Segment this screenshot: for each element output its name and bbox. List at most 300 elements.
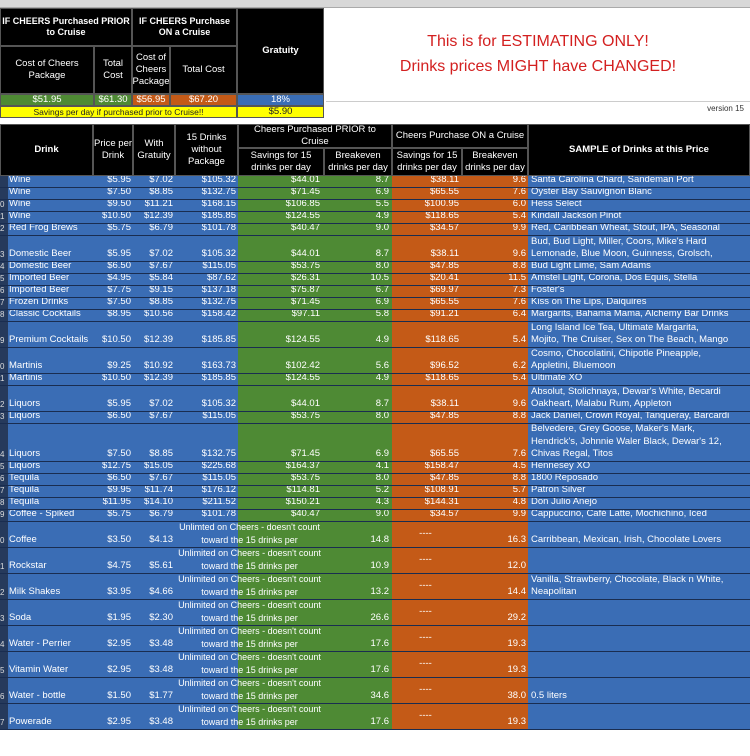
sample-drinks: Cappuccino, Café Latte, Mochichino, Iced <box>528 510 750 521</box>
savings-on: $65.55 <box>392 298 462 309</box>
drink-name: Frozen Drinks <box>8 298 93 309</box>
fifteen-drinks-cost: $87.62 <box>175 274 238 285</box>
breakeven-on: 12.0 <box>462 548 528 573</box>
price-with-gratuity: $8.85 <box>133 188 175 199</box>
drink-name: Premium Cocktails <box>8 322 93 347</box>
drink-name: Tequila <box>8 498 93 509</box>
drink-name: Tequila <box>8 486 93 497</box>
breakeven-on: 5.7 <box>462 486 528 497</box>
unlimited-note: Unlimited on Cheers - doesn't count toward the 15 drinks per <box>175 626 324 651</box>
cost-package-label: Cost of Cheers Package <box>0 46 94 94</box>
price-per-drink: $4.95 <box>93 274 133 285</box>
price-with-gratuity: $6.79 <box>133 224 175 235</box>
fifteen-drinks-cost: $132.75 <box>175 424 238 461</box>
col-on-group: Cheers Purchase ON a Cruise <box>392 124 528 148</box>
price-per-drink: $11.95 <box>93 498 133 509</box>
row-number: 4 <box>0 424 8 461</box>
sample-drinks: Red, Caribbean Wheat, Stout, IPA, Seasonal <box>528 224 750 235</box>
prior-total-value: $61.30 <box>94 94 132 106</box>
drink-name: Vitamin Water <box>8 652 93 677</box>
savings-prior: $124.55 <box>238 212 324 223</box>
savings-on: ---- <box>392 522 462 547</box>
sample-drinks: Absolut, Stolichnaya, Dewar's White, Becardi Oakheart, Malabu Rum, Appleton <box>528 386 750 411</box>
breakeven-prior: 5.2 <box>324 486 392 497</box>
sample-drinks: Hess Select <box>528 200 750 211</box>
sample-drinks: Bud, Bud Light, Miller, Coors, Mike's Hard Lemonade, Blue Moon, Guinness, Grolsch, <box>528 236 750 261</box>
breakeven-on: 6.0 <box>462 200 528 211</box>
breakeven-on: 11.5 <box>462 274 528 285</box>
savings-on: ---- <box>392 600 462 625</box>
table-row <box>0 274 750 286</box>
savings-prior: $71.45 <box>238 424 324 461</box>
price-with-gratuity: $4.13 <box>133 522 175 547</box>
price-with-gratuity: $10.56 <box>133 310 175 321</box>
on-cost-value: $56.95 <box>132 94 170 106</box>
row-number: 7 <box>0 298 8 309</box>
savings-on: $118.65 <box>392 374 462 385</box>
row-number: 6 <box>0 678 8 703</box>
price-per-drink: $3.50 <box>93 522 133 547</box>
price-per-drink: $7.50 <box>93 424 133 461</box>
table-row <box>0 424 750 462</box>
table-row-unlimited <box>0 600 750 626</box>
row-number: 2 <box>0 224 8 235</box>
breakeven-prior: 10.9 <box>324 548 392 573</box>
price-per-drink: $2.95 <box>93 626 133 651</box>
row-number: 7 <box>0 486 8 497</box>
savings-on: $47.85 <box>392 262 462 273</box>
unlimited-note: Unlimited on Cheers - doesn't count toward the 15 drinks per <box>175 574 324 599</box>
row-number: 5 <box>0 652 8 677</box>
table-row <box>0 236 750 262</box>
savings-on: $34.57 <box>392 510 462 521</box>
table-row <box>0 462 750 474</box>
row-number: 2 <box>0 386 8 411</box>
estimate-notice <box>326 8 750 102</box>
row-number: 5 <box>0 274 8 285</box>
fifteen-drinks-cost: $225.68 <box>175 462 238 473</box>
row-number: 3 <box>0 600 8 625</box>
price-with-gratuity: $6.79 <box>133 510 175 521</box>
prior-title: IF CHEERS Purchased PRIOR to Cruise <box>0 8 132 46</box>
price-with-gratuity: $8.85 <box>133 424 175 461</box>
fifteen-drinks-cost: $105.32 <box>175 236 238 261</box>
gratuity-value: 18% <box>237 94 324 106</box>
price-with-gratuity: $11.74 <box>133 486 175 497</box>
drink-name: Tequila <box>8 474 93 485</box>
savings-prior: $53.75 <box>238 412 324 423</box>
drink-name: Water - Perrier <box>8 626 93 651</box>
breakeven-on: 5.4 <box>462 212 528 223</box>
drink-name: Imported Beer <box>8 286 93 297</box>
drink-name: Wine <box>8 188 93 199</box>
price-per-drink: $6.50 <box>93 412 133 423</box>
row-number: 0 <box>0 200 8 211</box>
cost-package-label-on: Cost of Cheers Package <box>132 46 170 94</box>
drink-name: Classic Cocktails <box>8 310 93 321</box>
row-number: 3 <box>0 412 8 423</box>
price-with-gratuity: $7.67 <box>133 412 175 423</box>
fifteen-drinks-cost: $185.85 <box>175 212 238 223</box>
sample-drinks: Kindall Jackson Pinot <box>528 212 750 223</box>
price-per-drink: $7.50 <box>93 298 133 309</box>
sample-drinks <box>528 704 750 729</box>
table-row <box>0 510 750 522</box>
breakeven-prior: 4.9 <box>324 212 392 223</box>
drink-name: Liquors <box>8 412 93 423</box>
breakeven-on: 5.4 <box>462 322 528 347</box>
savings-prior: $44.01 <box>238 176 324 187</box>
fifteen-drinks-cost: $115.05 <box>175 262 238 273</box>
table-row <box>0 322 750 348</box>
breakeven-on: 9.9 <box>462 224 528 235</box>
price-with-gratuity: $2.30 <box>133 600 175 625</box>
savings-prior: $150.21 <box>238 498 324 509</box>
savings-on: ---- <box>392 652 462 677</box>
on-title: IF CHEERS Purchase ON a Cruise <box>132 8 237 46</box>
breakeven-prior: 8.0 <box>324 412 392 423</box>
savings-on: $69.97 <box>392 286 462 297</box>
savings-on: $108.91 <box>392 486 462 497</box>
row-number: 4 <box>0 262 8 273</box>
price-per-drink: $5.75 <box>93 510 133 521</box>
sample-drinks: Carribbean, Mexican, Irish, Chocolate Lovers <box>528 522 750 547</box>
savings-on: $47.85 <box>392 412 462 423</box>
row-number: 0 <box>0 522 8 547</box>
table-row-unlimited <box>0 548 750 574</box>
on-total-value: $67.20 <box>170 94 237 106</box>
price-per-drink: $5.95 <box>93 176 133 187</box>
price-with-gratuity: $3.48 <box>133 704 175 729</box>
price-per-drink: $2.95 <box>93 652 133 677</box>
price-with-gratuity: $14.10 <box>133 498 175 509</box>
savings-prior: $71.45 <box>238 298 324 309</box>
breakeven-on: 9.9 <box>462 510 528 521</box>
breakeven-prior: 6.9 <box>324 188 392 199</box>
breakeven-on: 7.6 <box>462 424 528 461</box>
savings-on: $20.41 <box>392 274 462 285</box>
breakeven-on: 19.3 <box>462 626 528 651</box>
table-row <box>0 200 750 212</box>
savings-label: Savings per day if purchased prior to Cruise!! <box>0 106 237 118</box>
drink-name: Martinis <box>8 374 93 385</box>
savings-prior: $53.75 <box>238 474 324 485</box>
row-number: 1 <box>0 212 8 223</box>
drink-name: Domestic Beer <box>8 262 93 273</box>
savings-on: $38.11 <box>392 176 462 187</box>
price-with-gratuity: $5.61 <box>133 548 175 573</box>
price-per-drink: $12.75 <box>93 462 133 473</box>
unlimited-note: Unlimited on Cheers - doesn't count toward the 15 drinks per <box>175 652 324 677</box>
savings-prior: $44.01 <box>238 386 324 411</box>
price-with-gratuity: $7.02 <box>133 386 175 411</box>
col-breakeven-prior: Breakeven drinks per day <box>324 148 392 176</box>
breakeven-on: 29.2 <box>462 600 528 625</box>
breakeven-prior: 9.0 <box>324 510 392 521</box>
breakeven-prior: 17.6 <box>324 652 392 677</box>
price-per-drink: $7.75 <box>93 286 133 297</box>
fifteen-drinks-cost: $101.78 <box>175 510 238 521</box>
breakeven-prior: 6.9 <box>324 424 392 461</box>
notice-line-2: Drinks prices MIGHT have CHANGED! <box>399 57 677 75</box>
row-number: 0 <box>0 348 8 373</box>
breakeven-prior: 10.5 <box>324 274 392 285</box>
price-per-drink: $9.25 <box>93 348 133 373</box>
breakeven-on: 6.4 <box>462 310 528 321</box>
unlimited-note: Unlimited on Cheers - doesn't count toward the 15 drinks per <box>175 600 324 625</box>
breakeven-on: 7.6 <box>462 298 528 309</box>
breakeven-prior: 4.3 <box>324 498 392 509</box>
breakeven-on: 8.8 <box>462 474 528 485</box>
breakeven-on: 4.8 <box>462 498 528 509</box>
price-with-gratuity: $7.67 <box>133 474 175 485</box>
row-number: 6 <box>0 474 8 485</box>
sample-drinks: Kiss on The Lips, Daiquires <box>528 298 750 309</box>
drink-name: Rockstar <box>8 548 93 573</box>
price-per-drink: $7.50 <box>93 188 133 199</box>
savings-value: $5.90 <box>237 106 324 118</box>
row-number: 4 <box>0 626 8 651</box>
price-per-drink: $9.95 <box>93 486 133 497</box>
savings-prior: $53.75 <box>238 262 324 273</box>
breakeven-on: 38.0 <box>462 678 528 703</box>
breakeven-prior: 5.8 <box>324 310 392 321</box>
price-with-gratuity: $12.39 <box>133 322 175 347</box>
row-number <box>0 176 8 187</box>
savings-on: $91.21 <box>392 310 462 321</box>
row-number: 3 <box>0 236 8 261</box>
breakeven-prior: 6.9 <box>324 298 392 309</box>
row-number: 9 <box>0 322 8 347</box>
fifteen-drinks-cost: $105.32 <box>175 176 238 187</box>
row-number: 8 <box>0 498 8 509</box>
breakeven-prior: 5.6 <box>324 348 392 373</box>
table-row <box>0 298 750 310</box>
total-cost-label: Total Cost <box>94 46 132 94</box>
table-row <box>0 176 750 188</box>
savings-on: $65.55 <box>392 188 462 199</box>
breakeven-on: 9.6 <box>462 236 528 261</box>
drink-name: Milk Shakes <box>8 574 93 599</box>
sample-drinks: 1800 Reposado <box>528 474 750 485</box>
savings-on: ---- <box>392 548 462 573</box>
breakeven-prior: 34.6 <box>324 678 392 703</box>
table-row <box>0 498 750 510</box>
spreadsheet-column-strip <box>0 0 750 8</box>
sample-drinks: Ultimate XO <box>528 374 750 385</box>
breakeven-on: 16.3 <box>462 522 528 547</box>
breakeven-on: 8.8 <box>462 412 528 423</box>
sample-drinks: Amstel Light, Corona, Dos Equis, Stella <box>528 274 750 285</box>
col-savings-prior: Savings for 15 drinks per day <box>238 148 324 176</box>
drink-name: Liquors <box>8 386 93 411</box>
savings-on: $100.95 <box>392 200 462 211</box>
row-number <box>0 188 8 199</box>
breakeven-on: 7.6 <box>462 188 528 199</box>
gratuity-title: Gratuity <box>237 8 324 94</box>
drink-name: Soda <box>8 600 93 625</box>
unlimited-note: Unlimited on Cheers - doesn't count toward the 15 drinks per <box>175 678 324 703</box>
sample-drinks: Santa Carolina Chard, Sandeman Port <box>528 176 750 187</box>
sample-drinks: Oyster Bay Sauvignon Blanc <box>528 188 750 199</box>
sample-drinks: Margarits, Bahama Mama, Alchemy Bar Drinks <box>528 310 750 321</box>
price-per-drink: $5.95 <box>93 236 133 261</box>
sample-drinks <box>528 548 750 573</box>
fifteen-drinks-cost: $115.05 <box>175 474 238 485</box>
savings-prior: $124.55 <box>238 374 324 385</box>
savings-on: ---- <box>392 574 462 599</box>
table-row <box>0 310 750 322</box>
fifteen-drinks-cost: $137.18 <box>175 286 238 297</box>
breakeven-on: 14.4 <box>462 574 528 599</box>
sample-drinks: Don Julio Anejo <box>528 498 750 509</box>
breakeven-prior: 8.0 <box>324 262 392 273</box>
drink-name: Imported Beer <box>8 274 93 285</box>
fifteen-drinks-cost: $132.75 <box>175 298 238 309</box>
breakeven-prior: 13.2 <box>324 574 392 599</box>
fifteen-drinks-cost: $163.73 <box>175 348 238 373</box>
breakeven-on: 9.6 <box>462 386 528 411</box>
price-per-drink: $6.50 <box>93 262 133 273</box>
fifteen-drinks-cost: $158.42 <box>175 310 238 321</box>
savings-prior: $40.47 <box>238 510 324 521</box>
total-cost-label-on: Total Cost <box>170 46 237 94</box>
version-label: version 15 <box>707 104 744 113</box>
col-sample: SAMPLE of Drinks at this Price <box>528 124 750 176</box>
savings-prior: $97.11 <box>238 310 324 321</box>
savings-on: ---- <box>392 626 462 651</box>
savings-prior: $71.45 <box>238 188 324 199</box>
breakeven-prior: 8.7 <box>324 386 392 411</box>
breakeven-prior: 4.9 <box>324 374 392 385</box>
price-per-drink: $4.75 <box>93 548 133 573</box>
drink-name: Water - bottle <box>8 678 93 703</box>
drink-name: Liquors <box>8 462 93 473</box>
breakeven-prior: 17.6 <box>324 626 392 651</box>
table-row-unlimited <box>0 626 750 652</box>
row-number: 7 <box>0 704 8 729</box>
unlimited-note: Unlimted on Cheers - doesn't count toward the 15 drinks per <box>175 522 324 547</box>
price-per-drink: $9.50 <box>93 200 133 211</box>
price-per-drink: $8.95 <box>93 310 133 321</box>
breakeven-prior: 8.0 <box>324 474 392 485</box>
table-row-unlimited <box>0 652 750 678</box>
breakeven-on: 6.2 <box>462 348 528 373</box>
breakeven-on: 8.8 <box>462 262 528 273</box>
summary-header <box>0 8 750 136</box>
savings-on: $34.57 <box>392 224 462 235</box>
price-per-drink: $1.50 <box>93 678 133 703</box>
savings-on: $144.31 <box>392 498 462 509</box>
table-row <box>0 386 750 412</box>
price-with-gratuity: $8.85 <box>133 298 175 309</box>
price-per-drink: $6.50 <box>93 474 133 485</box>
table-row-unlimited <box>0 704 750 730</box>
sample-drinks: Belvedere, Grey Goose, Maker's Mark, Hendrick's, Johnnie Waler Black, Dewar's 12, Chivas Regal, Titos <box>528 424 750 461</box>
table-row-unlimited <box>0 574 750 600</box>
savings-on: $47.85 <box>392 474 462 485</box>
savings-on: $158.47 <box>392 462 462 473</box>
price-with-gratuity: $4.66 <box>133 574 175 599</box>
sample-drinks: Long Island Ice Tea, Ultimate Margarita, Mojito, The Cruiser, Sex on The Beach, Mango <box>528 322 750 347</box>
price-per-drink: $1.95 <box>93 600 133 625</box>
table-row-unlimited <box>0 678 750 704</box>
savings-on: $65.55 <box>392 424 462 461</box>
row-number: 6 <box>0 286 8 297</box>
drink-name: Domestic Beer <box>8 236 93 261</box>
table-row-unlimited <box>0 522 750 548</box>
breakeven-on: 19.3 <box>462 652 528 677</box>
breakeven-on: 19.3 <box>462 704 528 729</box>
col-prior-group: Cheers Purchased PRIOR to Cruise <box>238 124 392 148</box>
breakeven-prior: 14.8 <box>324 522 392 547</box>
fifteen-drinks-cost: $115.05 <box>175 412 238 423</box>
drink-name: Wine <box>8 212 93 223</box>
row-number: 1 <box>0 548 8 573</box>
breakeven-prior: 9.0 <box>324 224 392 235</box>
table-row <box>0 224 750 236</box>
price-per-drink: $3.95 <box>93 574 133 599</box>
price-with-gratuity: $7.67 <box>133 262 175 273</box>
row-number: 9 <box>0 510 8 521</box>
fifteen-drinks-cost: $168.15 <box>175 200 238 211</box>
table-header <box>0 124 750 176</box>
price-with-gratuity: $3.48 <box>133 652 175 677</box>
breakeven-on: 7.3 <box>462 286 528 297</box>
col-gratuity: With Gratuity <box>133 124 175 176</box>
breakeven-prior: 8.7 <box>324 176 392 187</box>
price-per-drink: $10.50 <box>93 374 133 385</box>
price-per-drink: $5.95 <box>93 386 133 411</box>
table-row <box>0 212 750 224</box>
savings-prior: $164.37 <box>238 462 324 473</box>
breakeven-on: 4.5 <box>462 462 528 473</box>
unlimited-note: Unlimited on Cheers - doesn't count toward the 15 drinks per <box>175 548 324 573</box>
table-row <box>0 188 750 200</box>
drink-name: Wine <box>8 200 93 211</box>
price-with-gratuity: $7.02 <box>133 236 175 261</box>
row-number: 8 <box>0 310 8 321</box>
table-row <box>0 412 750 424</box>
savings-on: $38.11 <box>392 236 462 261</box>
breakeven-prior: 5.5 <box>324 200 392 211</box>
table-row <box>0 262 750 274</box>
table-row <box>0 486 750 498</box>
price-per-drink: $2.95 <box>93 704 133 729</box>
row-number: 1 <box>0 374 8 385</box>
row-number: 2 <box>0 574 8 599</box>
savings-prior: $26.31 <box>238 274 324 285</box>
table-row <box>0 474 750 486</box>
fifteen-drinks-cost: $132.75 <box>175 188 238 199</box>
savings-prior: $124.55 <box>238 322 324 347</box>
savings-prior: $75.87 <box>238 286 324 297</box>
price-with-gratuity: $5.84 <box>133 274 175 285</box>
breakeven-on: 5.4 <box>462 374 528 385</box>
savings-prior: $114.81 <box>238 486 324 497</box>
sample-drinks: 0.5 liters <box>528 678 750 703</box>
table-row <box>0 348 750 374</box>
breakeven-prior: 8.7 <box>324 236 392 261</box>
drink-name: Martinis <box>8 348 93 373</box>
unlimited-note: Unlimited on Cheers - doesn't count toward the 15 drinks per <box>175 704 324 729</box>
sample-drinks <box>528 626 750 651</box>
drink-name: Wine <box>8 176 93 187</box>
drink-name: Red Frog Brews <box>8 224 93 235</box>
breakeven-prior: 26.6 <box>324 600 392 625</box>
price-with-gratuity: $10.92 <box>133 348 175 373</box>
fifteen-drinks-cost: $211.52 <box>175 498 238 509</box>
